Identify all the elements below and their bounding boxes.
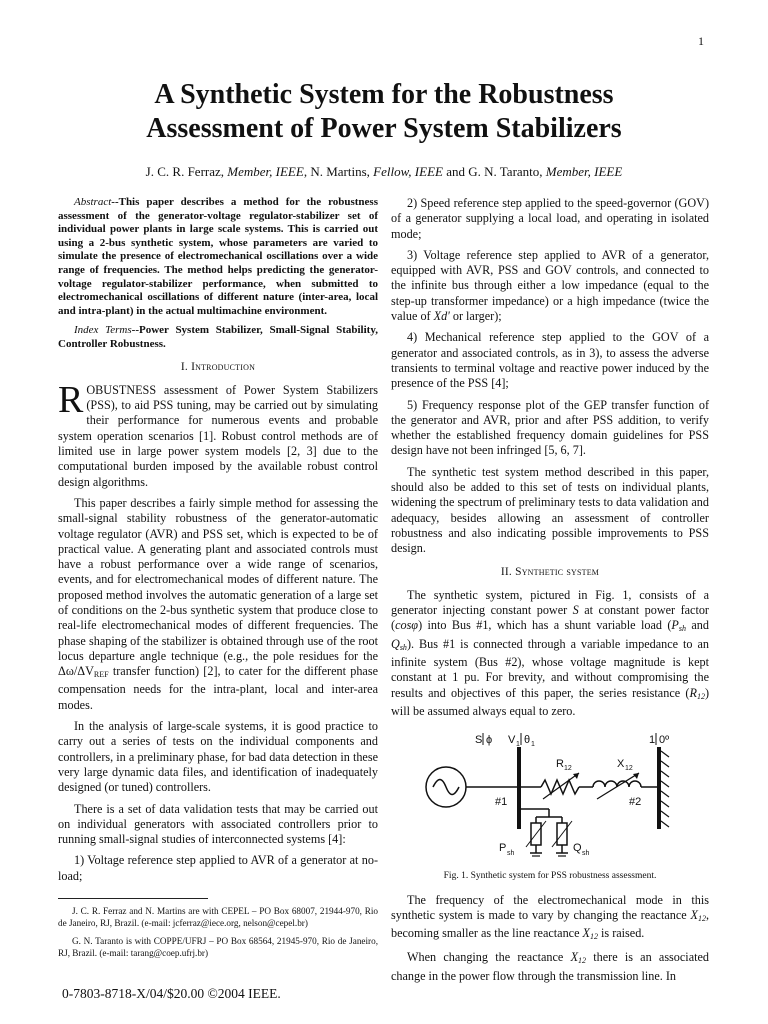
s2-symbol-s: S	[572, 603, 579, 618]
intro-paragraph-2	[58, 496, 378, 713]
section-2-number: II.	[500, 565, 516, 578]
label-phi: ϕ	[486, 734, 493, 747]
label-p: P	[499, 842, 507, 855]
drop-cap: R	[58, 378, 84, 421]
copyright-notice: 0-7803-8718-X/04/$20.00 ©2004 IEEE.	[62, 986, 281, 1001]
section-heading-introduction	[58, 360, 378, 375]
intro-p2-end: transfer function) [2], to cater for the different phase compensation needs for the intra-plant, local and inter-area modes.	[58, 664, 378, 712]
abstract	[58, 196, 378, 318]
s2-symbol-cos: cosφ	[395, 618, 419, 633]
s2-x-symbol-3: X	[570, 950, 579, 965]
footnote-2: G. N. Taranto is with COPPE/UFRJ – PO Box 68564, 21945-970, Rio de Janeiro, RJ, Brazil. (e-mail: tarang@coep.ufrj.br)	[58, 936, 378, 959]
label-q-sub: sh	[582, 850, 590, 858]
synthetic-paragraph-1	[391, 588, 709, 719]
intro-p1-text: OBUSTNESS assessment of Power System Stabilizers (PSS), to aid PSS tuning, may be carried out by simulating their performance for numerous events and probable system operation scenarios [1]. Robust control methods are of limited use in large power system models [2, 3] due to the computational burden imposed by the available robust control design algorithms.	[58, 382, 378, 489]
s2-p2c: is raised.	[597, 926, 645, 941]
s2-x-sub-2: 12	[589, 932, 598, 942]
abstract-text: --This paper describes a method for the robustness assessment of the generator-voltage regulator-stabilizer set of individual power plants in large scale systems. This is carried out using a 2-bus synthetic system, whose parameters are varied to simulate the presence of electromechanical oscillations over a wide range of frequencies. The method helps predicting the generator-voltage regulator-stabilizer performance, when submitted to electromechanical oscillations of different nature (inter-area, local and intra-plant) in the actual multimachine environment.	[58, 196, 378, 317]
test-item-2: 2) Speed reference step applied to the speed-governor (GOV) of a generator supplying a local load, and operating in isolated mode;	[391, 196, 709, 241]
test-item-4: 4) Mechanical reference step applied to the GOV of a generator and associated controls, as in 3), to assess the adverse transients to terminal voltage and reactive power induced by the presence of the PSS [4];	[391, 330, 709, 391]
label-r-sub: 12	[564, 765, 572, 773]
intro-p2-subscript: REF	[93, 670, 109, 680]
index-terms-text: --Power System Stabilizer, Small-Signal Stability, Controller Robustness.	[58, 324, 378, 350]
s2-symbol-r-sub: 12	[696, 691, 705, 701]
s2-p1e: ). Bus #1 is connected through a variable impedance to an infinite system (Bus #2), whose voltage magnitude is kept constant at 1 pu. For brevity, and without compromising the results and objectives of this paper, the series resistance (	[391, 636, 709, 700]
intro-paragraph-1	[58, 378, 378, 490]
s2-symbol-q: Q	[391, 636, 400, 651]
test-item-3-text: 3) Voltage reference step applied to AVR of a generator, equipped with AVR, PSS and GOV controls, and connected to the infinite bus through either a low impedance (equal to the step-up transformer impedance) or a high impedance (twice the value of	[391, 247, 709, 324]
circuit-diagram	[391, 725, 709, 865]
title-line-1: A Synthetic System for the Robustness	[154, 79, 614, 110]
s2-x-sub-3: 12	[578, 956, 587, 966]
title-line-2: Assessment of Power System Stabilizers	[146, 113, 622, 144]
intro-paragraph-4: There is a set of data validation tests that may be carried out on individual generators with associated controllers prior to running small-signal studies of interconnected systems [4]:	[58, 801, 378, 847]
s2-p1b: at constant power factor (	[391, 603, 709, 633]
s2-symbol-r: R	[689, 685, 697, 700]
label-p-sub: sh	[507, 850, 515, 858]
s2-p3a: When changing the reactance	[407, 950, 571, 965]
s2-p3b: there is an associated change in the power flow through the transmission line. In	[391, 950, 709, 983]
paper-title	[0, 78, 768, 146]
s2-x-sub-1: 12	[697, 913, 706, 923]
s2-x-symbol-1: X	[690, 907, 698, 922]
author-2-role: Fellow, IEEE	[373, 164, 443, 179]
section-2-name: Synthetic system	[515, 565, 600, 578]
intro-paragraph-3: In the analysis of large-scale systems, it is good practice to carry out a series of tests on the individual components and controllers, in a preliminary phase, for bad data detection in these very large dynamic data files, and identification of inadequately designed (or tuned) controllers.	[58, 719, 378, 795]
s2-p2b: , becoming smaller as the line reactance	[391, 907, 709, 941]
section-1-name: Introduction	[191, 360, 256, 373]
label-bus-1: #1	[495, 796, 508, 809]
footnote-divider	[58, 898, 208, 899]
label-bus-2: #2	[629, 796, 642, 809]
s2-symbol-p: P	[671, 618, 679, 633]
s2-symbol-q-sub: sh	[399, 642, 407, 652]
label-q: Q	[573, 842, 582, 855]
author-1: J. C. R. Ferraz,	[145, 164, 225, 179]
p-variable-arrow	[526, 821, 546, 847]
s2-p1c: ) into Bus #1, which has a shunt variable load (	[418, 618, 672, 633]
section-1-number: I.	[180, 360, 192, 373]
label-angle-zero: 0º	[659, 734, 670, 747]
variable-arrow	[543, 773, 579, 799]
footnote-1: J. C. R. Ferraz and N. Martins are with CEPEL – PO Box 68007, 21944-970, Rio de Janeiro, RJ, Brazil. (e-mail: jcferraz@iece.org, nelson@cepel.br)	[58, 906, 378, 929]
ground-hatch	[661, 751, 669, 827]
s2-x-symbol-2: X	[582, 926, 590, 941]
synthetic-paragraph-2	[391, 893, 709, 945]
intro-paragraph-5: 1) Voltage reference step applied to AVR of a generator at no-load;	[58, 853, 378, 883]
s2-p1f: ) will be assumed always equal to zero.	[391, 685, 709, 718]
xd-symbol: Xd'	[433, 309, 450, 324]
author-3: and G. N. Taranto,	[442, 164, 543, 179]
label-theta-sub: 1	[531, 741, 535, 749]
synthetic-paragraph-3	[391, 950, 709, 984]
label-s: S	[475, 734, 483, 747]
s2-p2a: The frequency of the electromechanical mode in this synthetic system is made to vary by changing the reactance	[391, 892, 709, 922]
label-x-sub: 12	[625, 765, 633, 773]
abstract-label: Abstract	[74, 196, 112, 208]
index-terms-label: Index Terms	[74, 324, 132, 337]
author-1-role: Member, IEEE	[227, 164, 304, 179]
synthetic-method-paragraph: The synthetic test system method described in this paper, should also be added to this set of tests on individual plants, widening the spectrum of preliminary tests to data validation and adequacy, besides allowing an assessment of controller robustness and also indicating possible improvements to PSS design.	[391, 464, 709, 556]
test-item-3-end: or larger);	[449, 309, 502, 324]
test-item-5: 5) Frequency response plot of the GEP transfer function of the generator and AVR, prior and after PSS addition, to verify whether the established frequency domain guidelines for PSS design have not been infringed [5, 6, 7].	[391, 397, 709, 458]
section-heading-synthetic-system	[391, 565, 709, 580]
author-3-role: Member, IEEE	[545, 164, 623, 179]
label-infinite-1: 1	[649, 734, 656, 747]
sine-wave-icon	[433, 780, 459, 795]
s2-symbol-p-sub: sh	[678, 624, 686, 634]
right-column	[391, 196, 709, 990]
left-column	[58, 196, 378, 965]
s2-p1d: and	[686, 618, 709, 633]
author-2: , N. Martins,	[303, 164, 370, 179]
test-item-3	[391, 248, 709, 324]
label-r: R	[556, 758, 564, 771]
page-number: 1	[698, 34, 704, 48]
label-v-sub: 1	[516, 741, 520, 749]
figure-caption: Fig. 1. Synthetic system for PSS robustness assessment.	[443, 871, 657, 882]
s2-p1a: The synthetic system, pictured in Fig. 1, consists of a generator injecting constant power	[391, 587, 709, 618]
index-terms	[58, 324, 378, 351]
author-line	[0, 164, 768, 180]
q-variable-arrow	[552, 821, 572, 847]
label-theta: θ	[524, 734, 531, 747]
label-v: V	[508, 734, 516, 747]
intro-p2-text: This paper describes a fairly simple method for assessing the small-signal stability robustness of the generator-automatic voltage regulator (AVR) and PSS set, which is expected to be of practical value. A generating plant and associated controls must have a robust performance over a wide range of scenarios, events, and for electromechanical modes of different nature. The proposed method involves the automatic generation of a large set of conditions on the 2-bus synthetic system that produce close to real-life electromechanical modes of different frequencies. The phase shaping of the stabilizer is obtained through use of the root locus departure angle technique (e.g., the pole residues for the Δω/ΔV	[58, 495, 378, 679]
figure-1	[391, 725, 709, 884]
label-x: X	[617, 758, 625, 771]
